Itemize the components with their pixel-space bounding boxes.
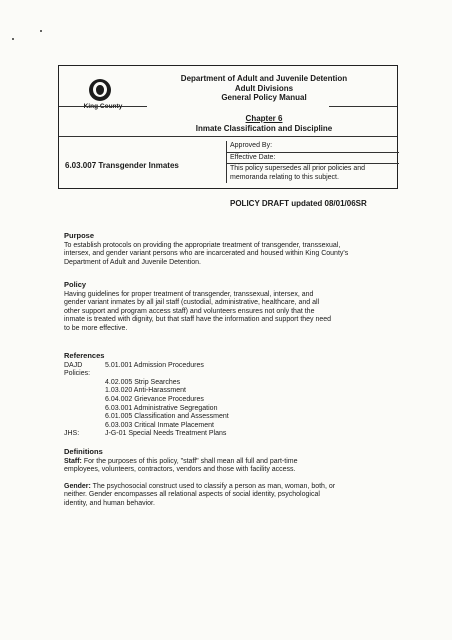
term-gender: Gender:: [64, 482, 91, 490]
definition-line: employees, volunteers, contractors, vendors and those with facility access.: [64, 466, 296, 474]
approval-table: [226, 141, 399, 183]
supersedes-note: This policy supersedes all prior policies and memoranda relating to this subject.: [230, 165, 366, 181]
purpose-line: To establish protocols on providing the appropriate treatment of transgender, transsexual,: [64, 241, 341, 249]
reference-row: 4.02.005 Strip Searches: [105, 378, 181, 386]
policy-number: 6.03.007 Transgender Inmates: [65, 161, 179, 170]
policy-line: gender variant inmates by all jail staff (custodial, administrative, healthcare, and all: [64, 299, 320, 307]
logo-area: [59, 66, 119, 136]
definition-gender: Gender: The psychosocial construct used to classify a person as man, woman, both, or: [64, 482, 336, 490]
divider: [59, 106, 147, 107]
reference-row: 1.03.020 Anti-Harassment: [105, 387, 186, 395]
reference-row: 6.03.001 Administrative Segregation: [105, 404, 218, 412]
policy-line: other support and program access staff) and volunteers ensures not only that the: [64, 307, 315, 315]
divider: [329, 106, 397, 107]
king-county-seal-icon: [89, 79, 111, 101]
reference-row: 6.04.002 Grievance Procedures: [105, 395, 204, 403]
draft-notice: POLICY DRAFT updated 08/01/06SR: [230, 199, 367, 208]
department-block: [149, 74, 379, 103]
reference-row: DAJD Policies: 5.01.001 Admission Procedures: [64, 361, 204, 378]
scan-speck: [12, 38, 14, 40]
manual-name: General Policy Manual: [221, 93, 307, 102]
approved-by-field: Approved By:: [227, 141, 399, 153]
purpose-line: Department of Adult and Juvenile Detention.: [64, 258, 201, 266]
purpose-line: intersex, and gender variant persons who are incarcerated and housed within King County's: [64, 250, 349, 258]
department-name: Department of Adult and Juvenile Detention: [180, 74, 348, 83]
definitions-section: [64, 448, 404, 509]
division-name: Adult Divisions: [234, 83, 294, 93]
policy-section: [64, 281, 404, 334]
reference-row: 6.03.003 Critical Inmate Placement: [105, 421, 214, 429]
reference-row: 6.01.005 Classification and Assessment: [105, 413, 229, 421]
definition-line: identity, and human behavior.: [64, 499, 155, 507]
divider: [59, 136, 397, 137]
definition-staff: Staff: For the purposes of this policy, "staff" shall mean all full and part-time: [64, 457, 298, 465]
chapter-title: Inmate Classification and Discipline: [195, 123, 333, 133]
purpose-section: [64, 232, 404, 267]
policy-line: inmate is treated with dignity, but that staff have the information and support they need: [64, 316, 332, 324]
chapter-block: [149, 114, 379, 133]
chapter-number: Chapter 6: [245, 114, 283, 123]
section-heading: Purpose: [64, 231, 95, 240]
section-heading: Policy: [64, 280, 87, 289]
policy-line: Having guidelines for proper treatment of transgender, transsexual, intersex, and: [64, 290, 314, 298]
references-table: [64, 362, 404, 439]
effective-date-field: Effective Date:: [227, 153, 399, 165]
scan-speck: [40, 30, 42, 32]
reference-row: JHS: J-G-01 Special Needs Treatment Plans: [64, 430, 227, 438]
section-heading: Definitions: [64, 447, 103, 456]
policy-header-box: [58, 65, 398, 189]
references-section: [64, 352, 404, 439]
term-staff: Staff:: [64, 457, 82, 465]
definition-line: neither. Gender encompasses all relational aspects of social identity, psychological: [64, 491, 320, 499]
section-heading: References: [64, 351, 105, 360]
policy-line: to be more effective.: [64, 324, 128, 332]
